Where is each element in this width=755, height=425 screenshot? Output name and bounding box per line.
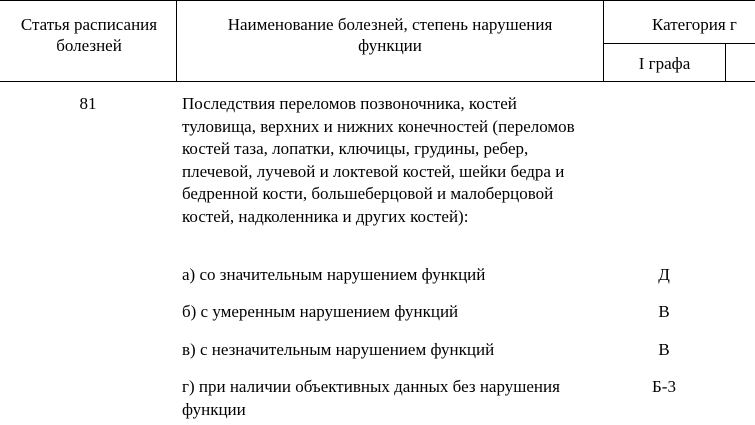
header-column-1: I графа (638, 54, 691, 73)
list-item-b: б) с умеренным нарушением функций (182, 302, 459, 321)
article-number: 81 (79, 94, 97, 113)
header-category: Категория г (652, 15, 737, 34)
row-description: Последствия переломов позвоночника, костей туловища, верхних и нижних конечностей (переломов костей таза, лопатки, ключицы, грудины, ребер, плечевой, лучевой и локтевой костей, шейки бедра и бедренной кости, большеберцовой и малоберцовой костей, надколенника и других костей): (182, 94, 575, 226)
list-item-a: а) со значительным нарушением функций (182, 265, 486, 284)
category-value-d: Б-3 (652, 377, 676, 396)
column-divider-3 (725, 43, 726, 82)
category-value-a: Д (658, 265, 670, 284)
list-item-d: г) при наличии объективных данных без нарушения функции (182, 377, 560, 419)
category-value-c: В (658, 340, 670, 359)
header-article: Статья расписания болезней (20, 15, 158, 55)
column-divider-1 (176, 0, 177, 82)
table-top-border (0, 0, 755, 1)
header-bottom-border (0, 81, 755, 82)
list-item-c: в) с незначительным нарушением функций (182, 340, 495, 359)
category-subheader-divider (603, 43, 755, 44)
category-value-b: В (658, 302, 670, 321)
header-name: Наименование болезней, степень нарушения функции (227, 15, 553, 55)
